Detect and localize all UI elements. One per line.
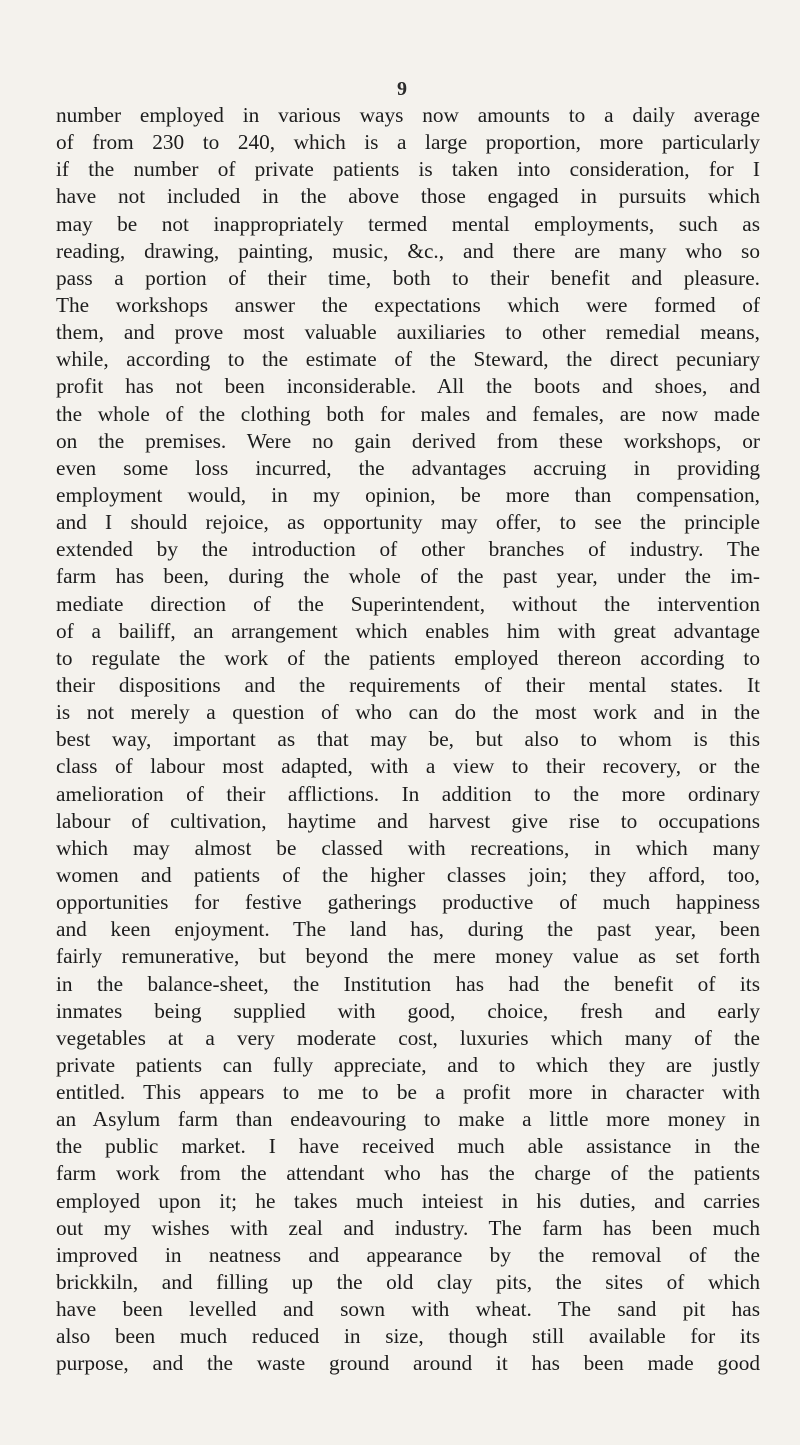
text-line: inmates being supplied with good, choice, fresh and early: [56, 998, 760, 1023]
text-line: entitled. This appears to me to be a profit more in character with: [56, 1080, 760, 1105]
text-line: number employed in various ways now amounts to a daily average: [56, 103, 760, 127]
text-line: opportunities for festive gatherings productive of much happiness: [56, 890, 760, 915]
text-line: and keen enjoyment. The land has, during the past year, been: [56, 917, 760, 942]
text-line: of from 230 to 240, which is a large proportion, more particularly: [56, 130, 760, 155]
text-line: and I should rejoice, as opportunity may offer, to see the principle: [56, 510, 760, 535]
text-line: their dispositions and the requirements of their mental states. It: [56, 672, 760, 697]
text-line: have not included in the above those engaged in pursuits which: [56, 184, 760, 209]
text-line: employed upon it; he takes much inteiest in his duties, and carries: [56, 1188, 760, 1213]
text-line: improved in neatness and appearance by the removal of the: [56, 1242, 760, 1267]
text-line: them, and prove most valuable auxiliaries to other remedial means,: [56, 320, 760, 345]
text-line: best way, important as that may be, but also to whom is this: [56, 727, 760, 752]
text-line: purpose, and the waste ground around it has been made good: [56, 1351, 760, 1376]
text-line: labour of cultivation, haytime and harvest give rise to occupations: [56, 808, 760, 833]
text-line: pass a portion of their time, both to their benefit and pleasure.: [56, 265, 760, 290]
text-line: while, according to the estimate of the Steward, the direct pecuniary: [56, 347, 760, 372]
text-line: even some loss incurred, the advantages accruing in providing: [56, 455, 760, 480]
text-line: on the premises. Were no gain derived from these workshops, or: [56, 428, 760, 453]
text-line: The workshops answer the expectations which were formed of: [56, 292, 760, 317]
text-line: the public market. I have received much able assistance in the: [56, 1134, 760, 1159]
text-line: farm has been, during the whole of the past year, under the im-: [56, 564, 760, 589]
text-line: amelioration of their afflictions. In addition to the more ordinary: [56, 781, 760, 806]
text-line: is not merely a question of who can do the most work and in the: [56, 700, 760, 725]
text-line: out my wishes with zeal and industry. The farm has been much: [56, 1215, 760, 1240]
text-line: to regulate the work of the patients employed thereon according to: [56, 645, 760, 670]
text-line: women and patients of the higher classes join; they afford, too,: [56, 862, 760, 887]
text-line: vegetables at a very moderate cost, luxuries which many of the: [56, 1025, 760, 1050]
text-line: have been levelled and sown with wheat. The sand pit has: [56, 1297, 760, 1322]
text-line: in the balance-sheet, the Institution has had the benefit of its: [56, 971, 760, 996]
text-line: class of labour most adapted, with a view to their recovery, or the: [56, 754, 760, 779]
text-line: if the number of private patients is taken into consideration, for I: [56, 157, 760, 182]
text-line: reading, drawing, painting, music, &c., and there are many who so: [56, 238, 760, 263]
text-line: farm work from the attendant who has the charge of the patients: [56, 1161, 760, 1186]
text-line: of a bailiff, an arrangement which enables him with great advantage: [56, 618, 760, 643]
text-line: profit has not been inconsiderable. All the boots and shoes, and: [56, 374, 760, 399]
text-line: may be not inappropriately termed mental employments, such as: [56, 211, 760, 236]
body-text: [56, 102, 760, 1378]
text-line: employment would, in my opinion, be more than compensation,: [56, 482, 760, 507]
text-line: also been much reduced in size, though still available for its: [56, 1324, 760, 1349]
text-line: mediate direction of the Superintendent, without the intervention: [56, 591, 760, 616]
text-line: the whole of the clothing both for males and females, are now made: [56, 401, 760, 426]
page-number: 9: [397, 78, 407, 100]
text-line: private patients can fully appreciate, and to which they are justly: [56, 1052, 760, 1077]
text-line: which may almost be classed with recreations, in which many: [56, 835, 760, 860]
text-line: fairly remunerative, but beyond the mere money value as set forth: [56, 944, 760, 969]
text-line: an Asylum farm than endeavouring to make a little more money in: [56, 1107, 760, 1132]
text-line: brickkiln, and filling up the old clay pits, the sites of which: [56, 1270, 760, 1295]
text-line: extended by the introduction of other branches of industry. The: [56, 537, 760, 562]
